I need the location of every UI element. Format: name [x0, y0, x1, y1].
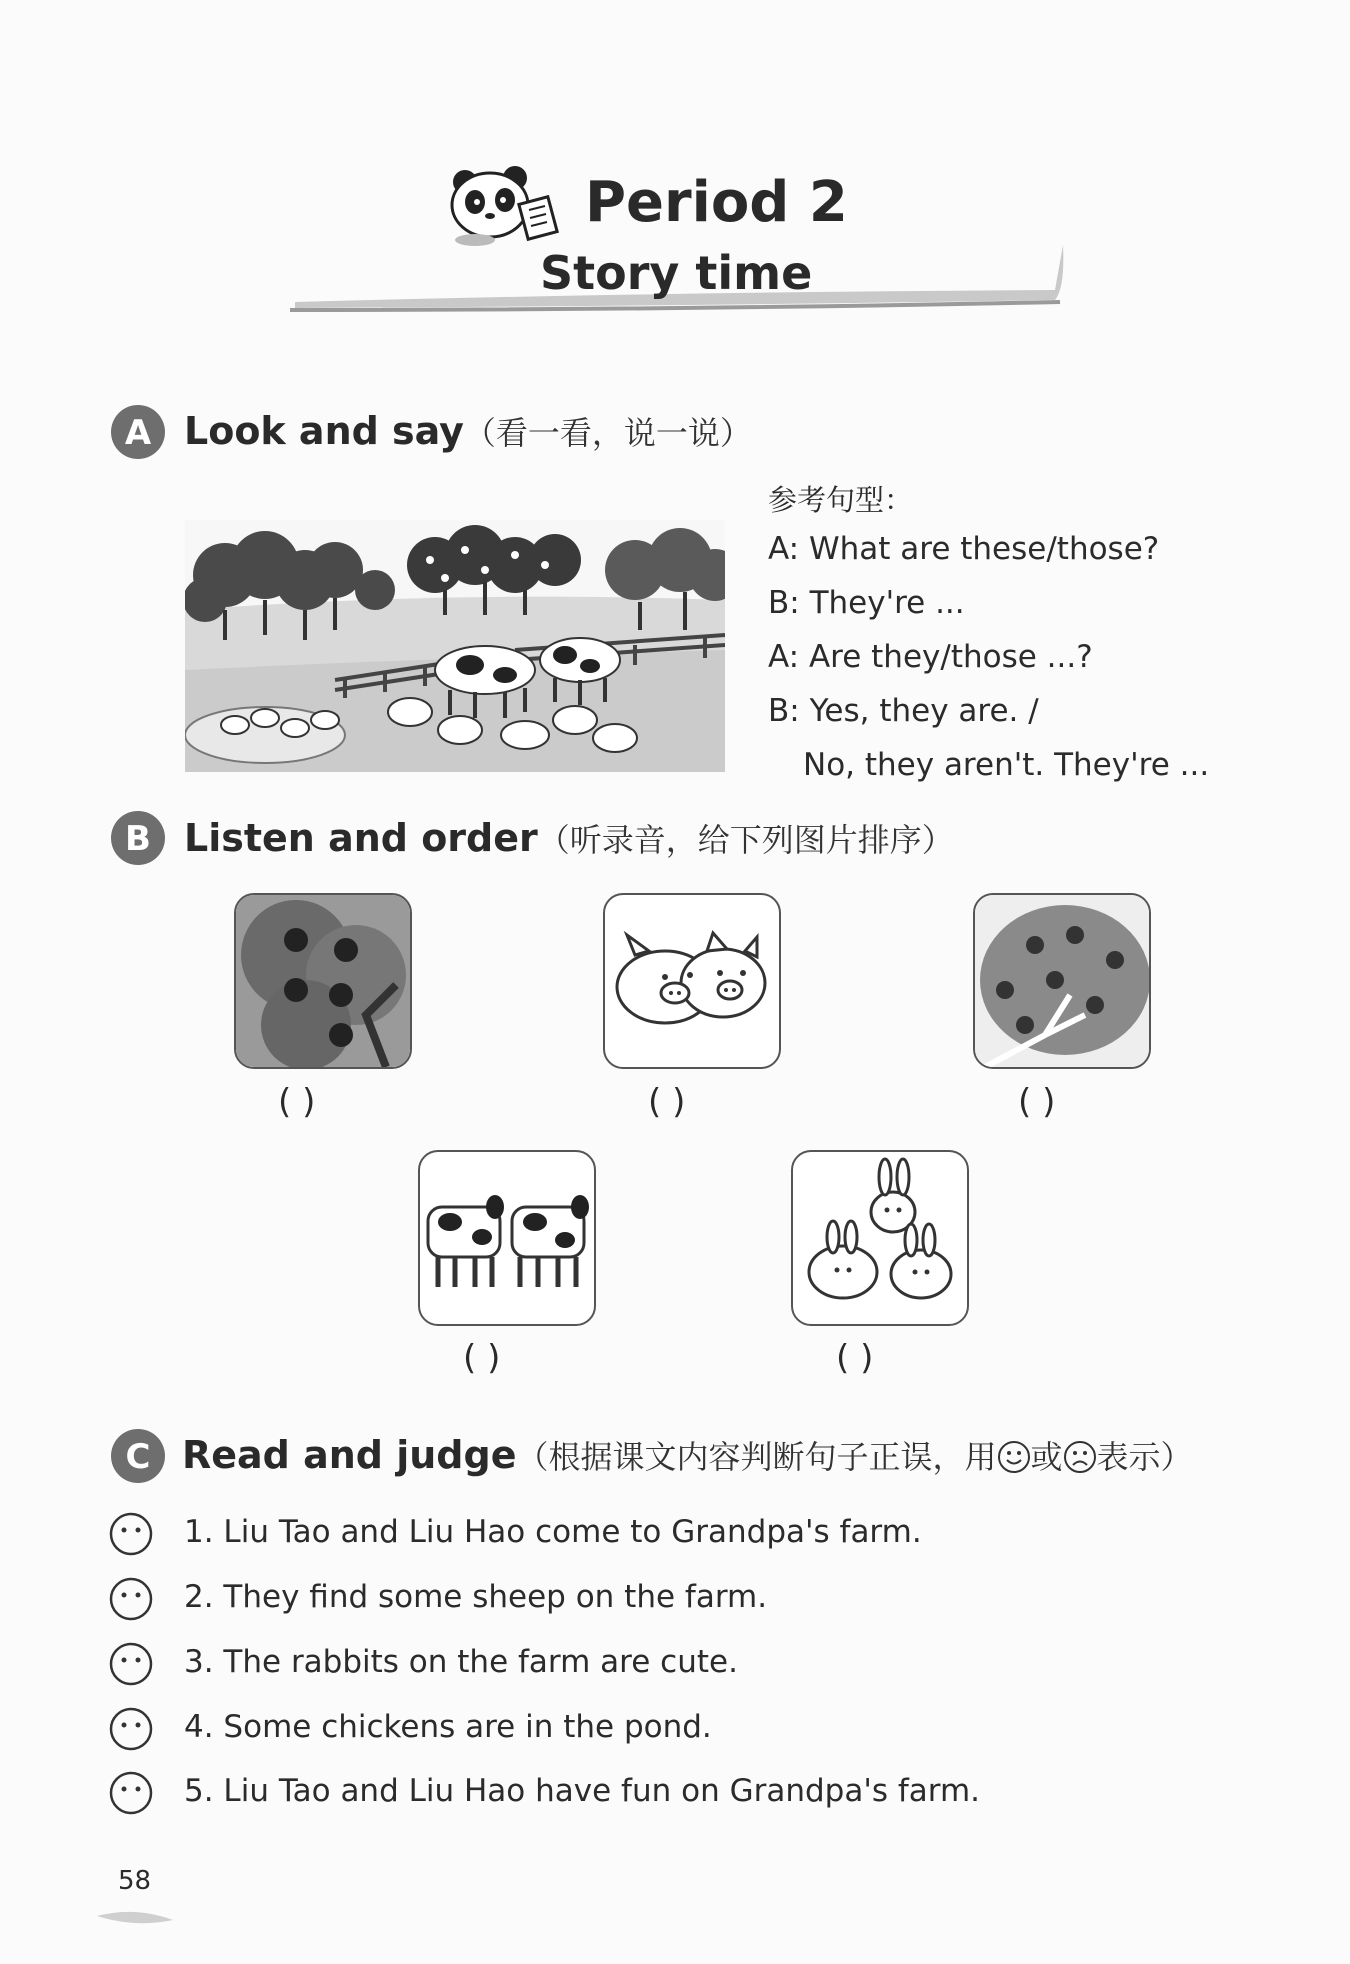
page-number: 58	[118, 1866, 152, 1896]
answer-face-icon[interactable]	[108, 1641, 154, 1687]
picture-cows	[418, 1150, 596, 1326]
section-a-letter: A	[124, 413, 152, 453]
section-a-badge	[110, 404, 166, 460]
dialogue-line: A: What are these/those?	[768, 531, 1160, 567]
picture-pigs	[603, 893, 781, 1069]
section-c-badge	[110, 1428, 166, 1484]
section-b-title: Listen and order	[184, 816, 538, 860]
statement-text: 4. Some chickens are in the pond.	[184, 1709, 712, 1745]
pigs-icon	[605, 895, 779, 1067]
dialogue-line: No, they aren't. They're ...	[803, 747, 1210, 783]
answer-face-icon[interactable]	[108, 1576, 154, 1622]
answer-face-icon[interactable]	[108, 1511, 154, 1557]
dialogue-line: A: Are they/those ...?	[768, 639, 1093, 675]
section-c-instruction-or: 或	[1030, 1438, 1063, 1476]
answer-blank[interactable]: ( )	[648, 1082, 686, 1122]
section-a-title: Look and say	[184, 409, 464, 453]
page-subtitle: Story time	[540, 246, 813, 300]
answer-blank[interactable]: ( )	[836, 1338, 874, 1378]
section-b-letter: B	[125, 819, 151, 859]
answer-face-icon[interactable]	[108, 1770, 154, 1816]
section-c-title: Read and judge	[182, 1433, 517, 1477]
pear-tree-icon	[236, 895, 410, 1067]
answer-blank[interactable]: ( )	[463, 1338, 501, 1378]
picture-rabbits	[791, 1150, 969, 1326]
apple-tree-icon	[975, 895, 1149, 1067]
dialogue-line: B: They're ...	[768, 585, 965, 621]
footer-swoosh	[95, 1906, 175, 1928]
picture-pear-tree	[234, 893, 412, 1069]
panda-mascot-icon	[445, 160, 565, 250]
farm-illustration	[185, 520, 725, 772]
section-c-instruction-start: （根据课文内容判断句子正误，用	[516, 1438, 997, 1476]
section-a-header	[184, 408, 752, 454]
statement-text: 2. They find some sheep on the farm.	[184, 1579, 768, 1615]
smiley-face-icon	[997, 1440, 1031, 1474]
answer-face-icon[interactable]	[108, 1706, 154, 1752]
picture-apple-tree	[973, 893, 1151, 1069]
dialogue-line: B: Yes, they are. /	[768, 693, 1039, 729]
section-b-badge	[110, 810, 166, 866]
section-b-instruction: （听录音，给下列图片排序）	[537, 821, 954, 859]
statement-text: 1. Liu Tao and Liu Hao come to Grandpa's farm.	[184, 1514, 922, 1550]
rabbits-icon	[793, 1152, 967, 1324]
statement-text: 5. Liu Tao and Liu Hao have fun on Grandpa's farm.	[184, 1773, 981, 1809]
section-c-header	[182, 1432, 1193, 1478]
section-b-header	[184, 815, 954, 861]
answer-blank[interactable]: ( )	[1018, 1082, 1056, 1122]
page-title: Period 2	[585, 170, 848, 235]
section-c-letter: C	[125, 1437, 151, 1477]
section-a-instruction: （看一看，说一说）	[463, 414, 752, 452]
cows-icon	[420, 1152, 594, 1324]
reference-label: 参考句型：	[768, 483, 914, 517]
statement-text: 3. The rabbits on the farm are cute.	[184, 1644, 738, 1680]
sad-face-icon	[1063, 1440, 1097, 1474]
section-c-instruction-end: 表示）	[1096, 1438, 1193, 1476]
answer-blank[interactable]: ( )	[278, 1082, 316, 1122]
